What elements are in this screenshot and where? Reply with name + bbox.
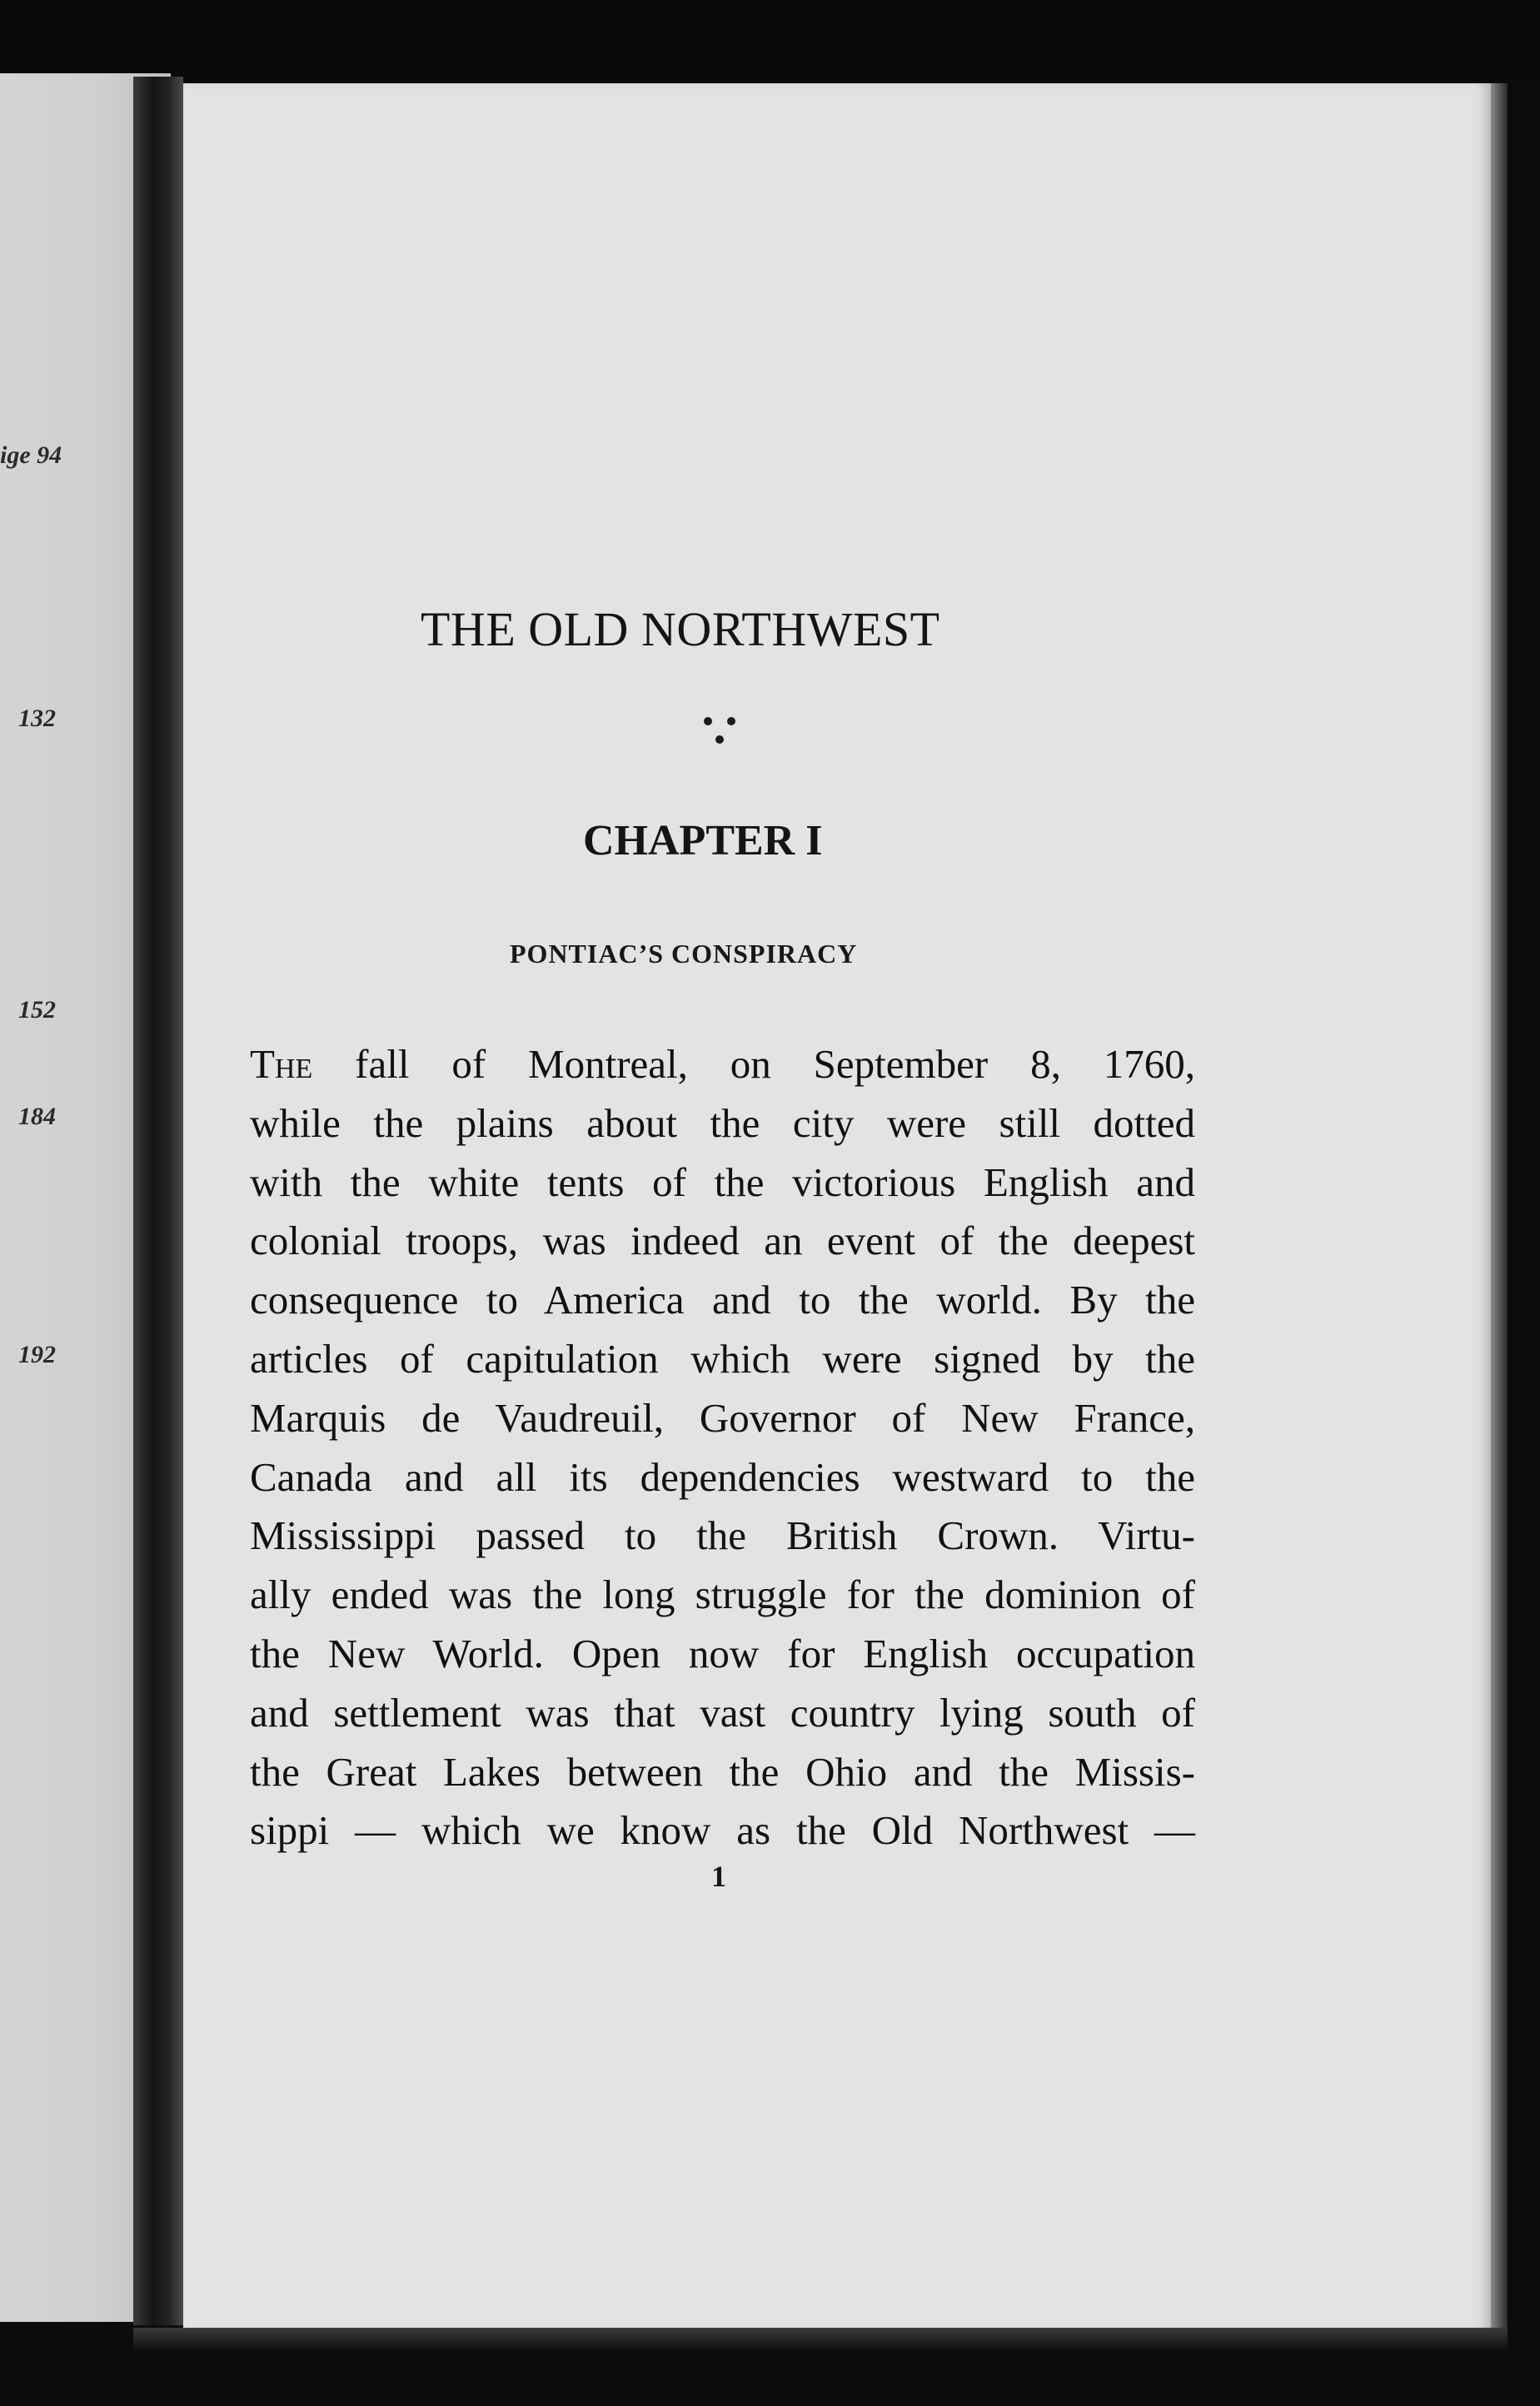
text-line: the New World. Open now for English occupation <box>250 1630 1195 1676</box>
text-line: Mississippi passed to the British Crown. Virtu- <box>250 1512 1195 1559</box>
page-number: 1 <box>711 1860 726 1893</box>
text-line: and settlement was that vast country lying south of <box>250 1689 1195 1736</box>
left-page-ref: 192 <box>18 1341 56 1368</box>
page-edge <box>1491 83 1508 2332</box>
ornament-dots-icon <box>701 713 740 750</box>
chapter-heading: CHAPTER I <box>583 817 823 864</box>
text-line: Marquis de Vaudreuil, Governor of New France, <box>250 1394 1195 1441</box>
page-bottom-edge <box>133 2328 1508 2353</box>
text-line: sippi — which we know as the Old Northwest — <box>250 1807 1195 1854</box>
chapter-title: PONTIAC’S CONSPIRACY <box>510 939 858 969</box>
book-spine <box>133 77 183 2325</box>
text-line <box>250 1035 1195 1094</box>
text-line: Canada and all its dependencies westward to the <box>250 1453 1195 1500</box>
scan-border-top <box>0 0 1540 79</box>
text-line: with the white tents of the victorious English and <box>250 1158 1195 1205</box>
left-page-ref: 132 <box>18 705 56 732</box>
book-title: THE OLD NORTHWEST <box>421 602 940 656</box>
body-text <box>250 1035 1195 1861</box>
text-line-rest: fall of Montreal, on September 8, 1760, <box>312 1041 1195 1087</box>
text-line: the Great Lakes between the Ohio and the Missis- <box>250 1748 1195 1795</box>
left-page-ref: ige 94 <box>0 441 62 469</box>
text-line: ally ended was the long struggle for the dominion of <box>250 1572 1195 1618</box>
text-line: colonial troops, was indeed an event of the deepest <box>250 1218 1195 1264</box>
text-line: consequence to America and to the world. By the <box>250 1277 1195 1323</box>
left-page-ref: 152 <box>18 996 56 1024</box>
drop-word: The <box>250 1041 313 1087</box>
text-line: articles of capitulation which were signed by the <box>250 1335 1195 1382</box>
text-line: while the plains about the city were still dotted <box>250 1099 1195 1146</box>
left-page-ref: 184 <box>18 1103 56 1130</box>
